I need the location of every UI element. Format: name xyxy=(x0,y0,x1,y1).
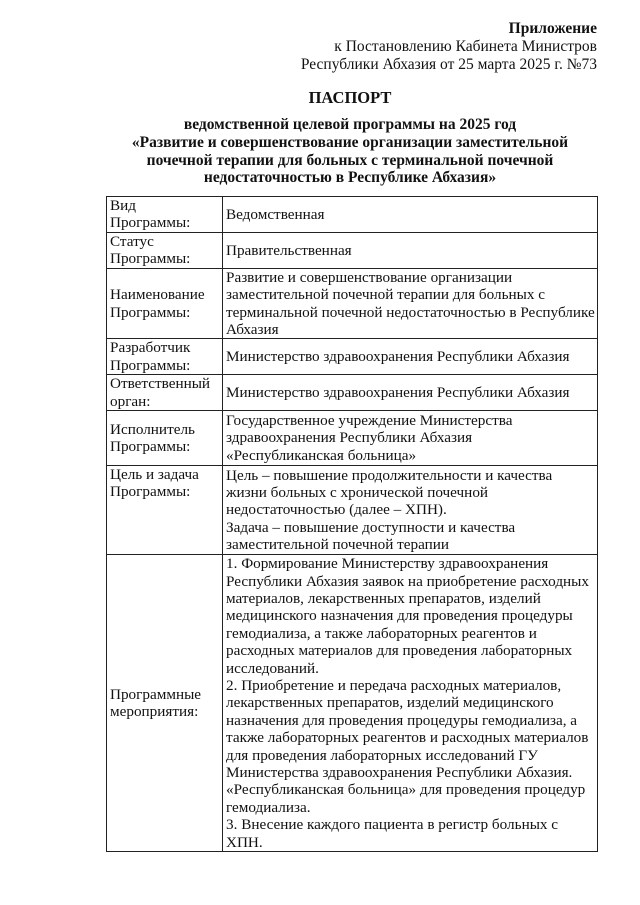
value-line: Республики Абхазия заявок на приобретение расходных xyxy=(226,572,589,590)
value-line: ХПН. xyxy=(226,833,263,851)
label-line: Программные xyxy=(110,685,202,703)
value-line: гемодиализа, а также лабораторных реагентов и xyxy=(226,624,537,642)
label-line: Исполнитель xyxy=(110,420,195,438)
value-line: заместительной почечной терапии для больных с xyxy=(226,286,545,304)
appendix-header xyxy=(301,20,597,74)
subtitle-line: «Развитие и совершенствование организации заместительной xyxy=(131,133,569,151)
table-row xyxy=(107,411,598,466)
value-line: также лабораторных реагентов и расходных материалов xyxy=(226,729,589,747)
row-label xyxy=(107,268,223,339)
table-row xyxy=(107,339,598,375)
value-line: жизни больных с хронической почечной xyxy=(226,483,489,501)
document-title: ПАСПОРТ xyxy=(308,88,392,107)
row-label xyxy=(107,339,223,375)
value-line: Министерство здравоохранения Республики Абхазия xyxy=(226,348,570,366)
value-line: 3. Внесение каждого пациента в регистр больных с xyxy=(226,816,559,834)
appendix-heading: Приложение xyxy=(508,20,597,37)
table-row xyxy=(107,268,598,339)
row-label xyxy=(107,555,223,852)
label-line: орган: xyxy=(110,392,151,410)
row-value xyxy=(223,411,598,466)
subtitle-line: недостаточностью в Республике Абхазия» xyxy=(203,169,497,187)
label-line: Программы: xyxy=(110,356,191,374)
label-line: мероприятия: xyxy=(110,703,199,721)
label-line: Вид xyxy=(110,197,136,214)
value-line: заместительной почечной терапии xyxy=(226,536,450,554)
row-value xyxy=(223,268,598,339)
row-value xyxy=(223,466,598,555)
value-line: Развитие и совершенствование организации xyxy=(226,268,513,286)
row-label xyxy=(107,197,223,233)
appendix-line: Республики Абхазия от 25 марта 2025 г. №73 xyxy=(300,56,597,73)
value-line: расходных материалов для проведения лабораторных xyxy=(226,642,573,660)
value-line: медицинского назначения для проведения процедуры xyxy=(226,607,573,625)
label-line: Ответственный xyxy=(110,375,211,393)
row-label xyxy=(107,375,223,411)
value-line: Министерства здравоохранения Республики Абхазия. xyxy=(226,763,573,781)
value-line: Ведомственная xyxy=(226,205,325,223)
value-line: «Республиканская больница» xyxy=(226,446,417,464)
value-line: Государственное учреждение Министерства xyxy=(226,411,513,429)
label-line: Наименование xyxy=(110,286,205,304)
value-line: терминальной почечной недостаточностью в Республике xyxy=(226,303,595,321)
value-line: лекарственных препаратов, изделий медицинского xyxy=(226,694,554,712)
appendix-line: к Постановлению Кабинета Министров xyxy=(334,38,597,55)
row-value xyxy=(223,197,598,233)
label-line: Программы: xyxy=(110,250,191,268)
subtitle-line: почечной терапии для больных с терминальной почечной xyxy=(146,151,554,169)
value-line: Цель – повышение продолжительности и качества xyxy=(226,466,553,484)
row-label xyxy=(107,232,223,268)
value-line: недостаточностью (далее – ХПН). xyxy=(226,501,447,519)
table-row xyxy=(107,232,598,268)
value-line: здравоохранения Республики Абхазия xyxy=(226,429,473,447)
label-line: Разработчик xyxy=(110,339,191,357)
row-value xyxy=(223,339,598,375)
table-row xyxy=(107,555,598,852)
value-line: Абхазия xyxy=(226,321,279,339)
value-line: назначения для проведения процедуры гемодиализа, а xyxy=(226,711,578,729)
value-line: 2. Приобретение и передача расходных материалов, xyxy=(226,676,562,694)
label-line: Статус xyxy=(110,232,154,250)
value-line: Министерство здравоохранения Республики Абхазия xyxy=(226,383,570,401)
value-line: гемодиализа. xyxy=(226,798,311,816)
table-row xyxy=(107,466,598,555)
label-line: Программы: xyxy=(110,303,191,321)
value-line: 1. Формирование Министерству здравоохранения xyxy=(226,555,549,573)
label-line: Программы: xyxy=(110,438,191,456)
row-value xyxy=(223,232,598,268)
row-label xyxy=(107,411,223,466)
passport-table xyxy=(106,196,598,852)
value-line: «Республиканская больница» для проведения процедур xyxy=(226,781,586,799)
value-line: Правительственная xyxy=(226,241,352,259)
value-line: Задача – повышение доступности и качества xyxy=(226,518,516,536)
label-line: Программы: xyxy=(110,214,191,232)
row-label xyxy=(107,466,223,555)
row-value xyxy=(223,375,598,411)
label-line: Программы: xyxy=(110,483,191,501)
value-line: для проведения лабораторных исследований ГУ xyxy=(226,746,538,764)
label-line: Цель и задача xyxy=(110,466,199,484)
row-value xyxy=(223,555,598,852)
subtitle-line: ведомственной целевой программы на 2025 год xyxy=(183,116,517,133)
table-row xyxy=(107,197,598,233)
value-line: исследований. xyxy=(226,659,319,677)
document-subtitle xyxy=(0,116,640,187)
value-line: материалов, лекарственных препаратов, изделий xyxy=(226,589,541,607)
table-row xyxy=(107,375,598,411)
